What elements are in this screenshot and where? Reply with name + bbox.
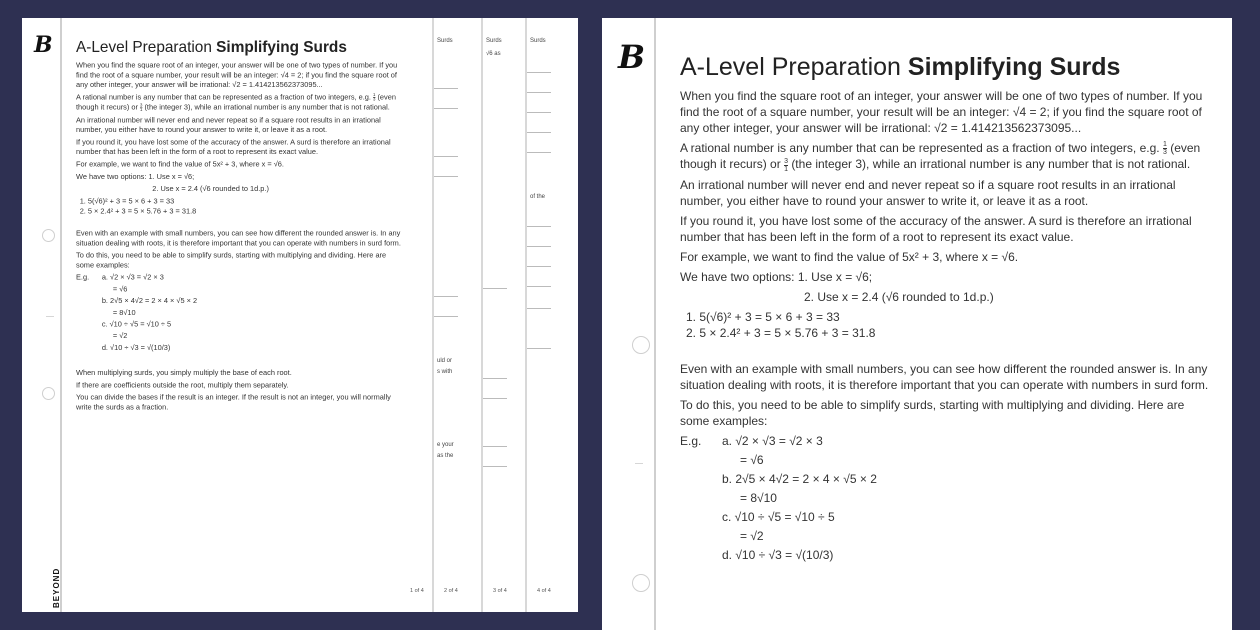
paragraph: For example, we want to find the value of 5x² + 3, where x = √6.	[76, 159, 284, 169]
page-number: 4 of 4	[537, 588, 551, 594]
examples	[76, 272, 402, 354]
numerator: 3	[139, 102, 143, 108]
page-number: 1 of 4	[410, 588, 424, 594]
example: d. √10 ÷ √3 = √(10/3)	[101, 342, 171, 352]
snippet: Surds	[530, 38, 546, 44]
punch-hole	[632, 574, 650, 592]
fraction	[1163, 141, 1167, 156]
text: (even though it recurs) or	[680, 141, 1201, 172]
snippet: s with	[437, 369, 453, 375]
numerator: 1	[1162, 141, 1167, 149]
denominator: 1	[139, 107, 143, 113]
paragraph: You can divide the bases if the result is an integer. If the result is not an integer, you will normally write the surds as a fraction.	[76, 392, 391, 412]
eg-label: E.g.	[76, 272, 90, 282]
paragraph: We have two options: 1. Use x = √6;	[680, 269, 873, 284]
paragraph: We have two options: 1. Use x = √6;	[76, 171, 195, 181]
fold-mark	[46, 316, 54, 317]
paragraph: When multiplying surds, you simply multiply the base of each root.	[76, 368, 292, 377]
paragraph: To do this, you need to be able to simplify surds, starting with multiplying and dividing. Here are some examples:	[76, 250, 387, 270]
example: = 8√10	[112, 307, 136, 317]
text: (the integer 3), while an irrational number is any number that is not rational.	[791, 157, 1191, 172]
brand-logo: BEYOND	[52, 567, 61, 608]
stacked-page-3[interactable]	[481, 18, 531, 612]
page-preview-zoomed[interactable]	[602, 18, 1232, 630]
denominator: 1	[784, 165, 788, 173]
snippet: √6 as	[486, 51, 501, 57]
title-prefix: A-Level Preparation	[680, 53, 901, 81]
fold-mark	[635, 463, 643, 464]
list-item: 2. 5 × 2.4² + 3 = 5 × 5.76 + 3 = 31.8	[79, 206, 197, 215]
page-content	[76, 38, 402, 414]
example: = √6	[740, 452, 764, 467]
paragraph: When you find the square root of an integer, your answer will be one of two types of number. If you find the root of a square number, your result will be an integer: √4 = 2; if you find the square root of any other integer, your answer will be irrational: √2 = 1.414213562373095...	[76, 60, 398, 90]
worked-list	[76, 196, 402, 216]
list-item: 1. 5(√6)² + 3 = 5 × 6 + 3 = 33	[79, 196, 175, 206]
page-content	[680, 52, 1210, 566]
title-bold: Simplifying Surds	[216, 38, 347, 56]
stacked-page-2[interactable]	[432, 18, 482, 612]
numerator: 3	[784, 157, 788, 165]
text: A rational number is any number that can be represented as a fraction of two integers, e.g.	[680, 141, 1160, 155]
example: = √2	[112, 331, 128, 340]
page-number: 3 of 4	[493, 588, 507, 594]
example: = √2	[740, 528, 764, 543]
paragraph: An irrational number will never end and never repeat so if a square root results in an irrational number, you either have to round your answer to write it, or leave it as a root.	[680, 177, 1176, 208]
example: a. √2 × √3 = √2 × 3	[722, 433, 823, 448]
list-item: 2. 5 × 2.4² + 3 = 5 × 5.76 + 3 = 31.8	[686, 325, 876, 340]
title-bold: Simplifying Surds	[907, 53, 1121, 81]
paragraph: When you find the square root of an integer, your answer will be one of two types of number. If you find the root of a square number, your result will be an integer: √4 = 2; if you find the square root of any other integer, your answer will be irrational: √2 = 1.414213562373095...	[680, 89, 1203, 135]
logo-icon: B	[34, 32, 53, 58]
fraction	[784, 158, 788, 173]
list-item: 1. 5(√6)² + 3 = 5 × 6 + 3 = 33	[686, 309, 840, 324]
punch-hole	[42, 387, 55, 400]
fraction	[373, 93, 375, 102]
snippet: e your	[437, 442, 454, 448]
text: A rational number is any number that can be represented as a fraction of two integers, e.g.	[76, 92, 371, 102]
example: = 8√10	[740, 490, 777, 505]
denominator: 3	[373, 97, 376, 103]
page-number: 2 of 4	[444, 588, 458, 594]
paragraph: Even with an example with small numbers, you can see how different the rounded answer is. In any situation dealing with roots, it is therefore important that you can operate with numbers in surd form.	[76, 228, 401, 247]
text: (even though it recurs) or	[76, 92, 396, 112]
snippet: uld or	[437, 358, 453, 364]
example: c. √10 ÷ √5 = √10 ÷ 5	[722, 509, 835, 524]
example: b. 2√5 × 4√2 = 2 × 4 × √5 × 2	[101, 296, 198, 305]
paragraph	[680, 140, 1210, 173]
preview-thumbnail-stack[interactable]	[22, 18, 578, 612]
paragraph: If you round it, you have lost some of the accuracy of the answer. A surd is therefore an irrational number that has been left in the form of a root to represent its exact value.	[680, 213, 1192, 244]
snippet: Surds	[486, 38, 502, 44]
denominator: 3	[1162, 149, 1167, 157]
page-title	[76, 38, 402, 56]
snippet: Surds	[437, 38, 453, 44]
example: b. 2√5 × 4√2 = 2 × 4 × √5 × 2	[722, 471, 877, 486]
numerator: 1	[373, 92, 376, 98]
logo-icon: B	[618, 38, 646, 76]
paragraph: 2. Use x = 2.4 (√6 rounded to 1d.p.)	[804, 289, 994, 304]
snippet: of the	[530, 194, 546, 200]
example: c. √10 ÷ √5 = √10 ÷ 5	[101, 319, 172, 329]
punch-hole	[42, 229, 55, 242]
margin-line	[654, 18, 656, 630]
example: a. √2 × √3 = √2 × 3	[101, 272, 164, 282]
page-title	[680, 52, 1210, 82]
paragraph: 2. Use x = 2.4 (√6 rounded to 1d.p.)	[152, 184, 269, 193]
margin-line	[60, 18, 62, 612]
punch-hole	[632, 336, 650, 354]
eg-label: E.g.	[680, 433, 702, 448]
examples	[680, 433, 1210, 566]
paragraph: An irrational number will never end and never repeat so if a square root results in an irrational number, you either have to round your answer to write it, or leave it as a root.	[76, 115, 381, 134]
text: (the integer 3), while an irrational number is any number that is not rational.	[144, 102, 390, 112]
paragraph: Even with an example with small numbers, you can see how different the rounded answer is. In any situation dealing with roots, it is therefore important that you can operate with numbers in surd form.	[680, 361, 1209, 392]
paragraph: For example, we want to find the value of 5x² + 3, where x = √6.	[680, 249, 1019, 264]
example: d. √10 ÷ √3 = √(10/3)	[722, 547, 834, 562]
worked-list	[680, 309, 1210, 341]
paragraph	[76, 92, 402, 112]
stacked-page-4[interactable]	[525, 18, 575, 612]
snippet: as the	[437, 453, 454, 459]
title-prefix: A-Level Preparation	[76, 38, 212, 56]
paragraph: If there are coefficients outside the root, multiply them separately.	[76, 380, 289, 389]
example: = √6	[112, 284, 128, 294]
fraction	[140, 103, 142, 112]
paragraph: To do this, you need to be able to simplify surds, starting with multiplying and dividing. Here are some examples:	[680, 397, 1185, 428]
paragraph: If you round it, you have lost some of the accuracy of the answer. A surd is therefore an irrational number that has been left in the form of a root to represent its exact value.	[76, 137, 391, 156]
